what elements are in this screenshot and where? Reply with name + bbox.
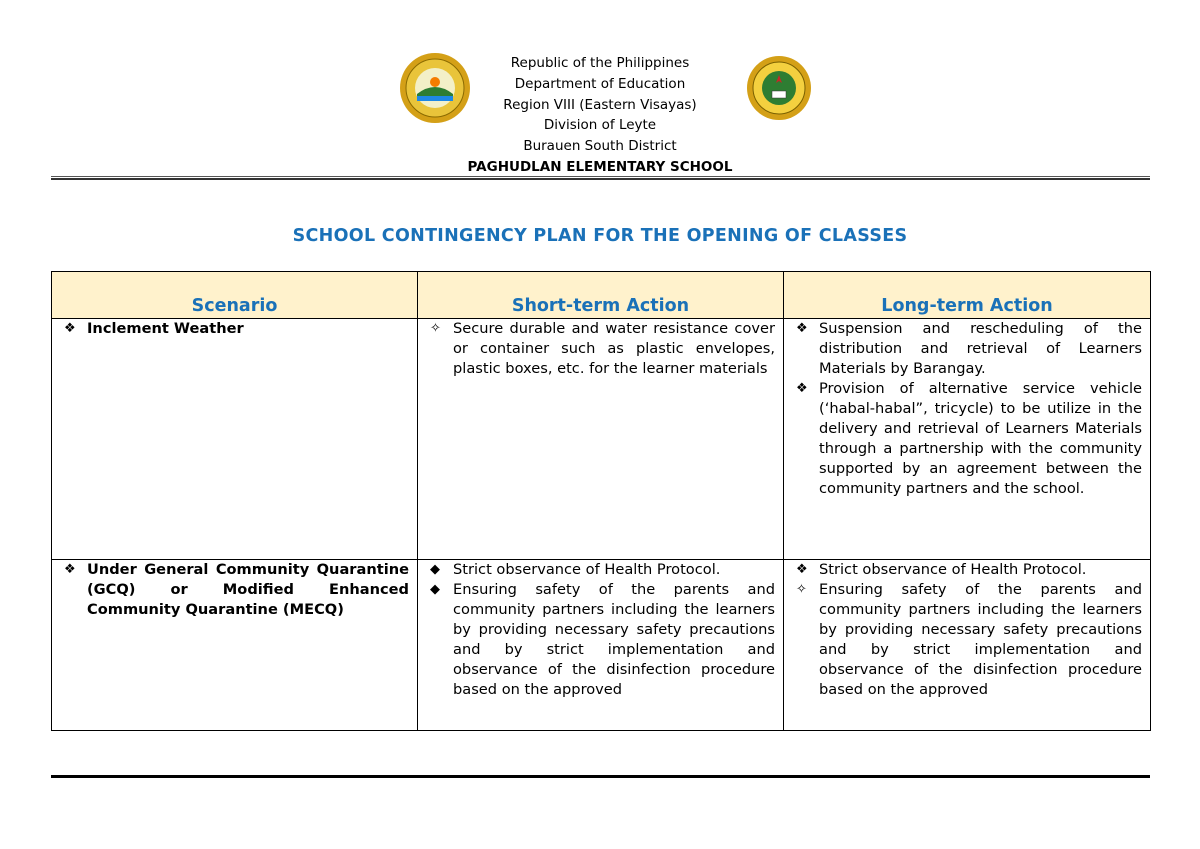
list-item: ◆ Ensuring safety of the parents and community partners including the learners by providing necessary safety precautions and by strict implementation and observance of the disinfection procedure based on the approved — [430, 581, 775, 698]
column-header-long-term: Long-term Action — [784, 272, 1151, 319]
long-term-cell — [784, 560, 1151, 731]
list-item: ❖ Strict observance of Health Protocol. — [796, 561, 1087, 578]
list-item: ✧ Secure durable and water resistance cover or container such as plastic envelopes, plastic boxes, etc. for the learner materials — [430, 320, 775, 377]
page-title: SCHOOL CONTINGENCY PLAN FOR THE OPENING OF CLASSES — [292, 226, 908, 246]
list-item: ❖ Provision of alternative service vehicle (‘habal-habal”, tricycle) to be utilize in the delivery and retrieval of Learners Materials through a partnership with the community supported by an agreement between the community partners and the school. — [796, 380, 1142, 497]
list-item: ❖ Under General Community Quarantine (GCQ) or Modified Enhanced Community Quarantine (MECQ) — [64, 561, 409, 618]
header-line: Department of Education — [514, 75, 686, 92]
table-header-row — [52, 272, 1151, 319]
long-term-cell — [784, 319, 1151, 560]
short-term-cell — [418, 560, 784, 731]
table-row — [52, 319, 1151, 560]
solid-diamond-bullet-icon: ◆ — [430, 582, 440, 597]
list-item: ❖ Suspension and rescheduling of the distribution and retrieval of Learners Materials by Barangay. — [796, 320, 1142, 377]
open-diamond-bullet-icon: ✧ — [430, 321, 441, 336]
scenario-cell — [52, 560, 418, 731]
list-item: ✧ Ensuring safety of the parents and community partners including the learners by providing necessary safety precautions and by strict implementation and observance of the disinfection procedure based on the approved — [796, 581, 1142, 698]
column-header-short-term: Short-term Action — [418, 272, 784, 319]
solid-diamond-bullet-icon: ◆ — [430, 562, 440, 577]
diamond-bullet-icon: ❖ — [796, 562, 808, 577]
header-divider — [51, 176, 1150, 180]
diamond-bullet-icon: ❖ — [796, 321, 808, 336]
footer-divider — [51, 775, 1150, 778]
scenario-cell — [52, 319, 418, 560]
header-line: Division of Leyte — [543, 117, 657, 134]
school-name: PAGHUDLAN ELEMENTARY SCHOOL — [467, 158, 733, 175]
short-term-cell — [418, 319, 784, 560]
document-header — [0, 53, 1200, 178]
table-row — [52, 560, 1151, 731]
list-item: ❖ Inclement Weather — [64, 320, 244, 337]
open-diamond-bullet-icon: ✧ — [796, 582, 807, 597]
diamond-bullet-icon: ❖ — [796, 381, 808, 396]
header-line: Republic of the Philippines — [510, 55, 690, 71]
diamond-bullet-icon: ❖ — [64, 321, 76, 336]
diamond-bullet-icon: ❖ — [64, 562, 76, 577]
column-header-scenario: Scenario — [52, 272, 418, 319]
contingency-table — [51, 271, 1151, 731]
header-line: Region VIII (Eastern Visayas) — [503, 96, 697, 113]
header-line: Burauen South District — [523, 138, 677, 155]
list-item: ◆ Strict observance of Health Protocol. — [430, 561, 721, 578]
